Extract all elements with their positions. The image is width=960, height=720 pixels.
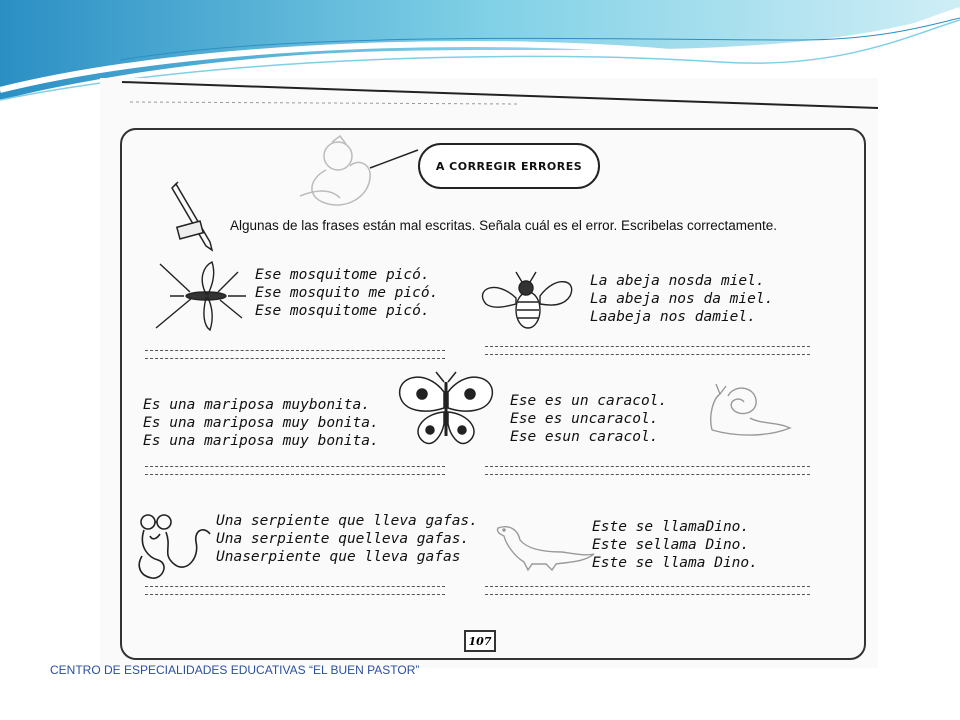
exercise-sentence: Ese mosquitome picó.: [255, 267, 430, 283]
exercise-sentence: La abeja nos da miel.: [590, 291, 774, 307]
exercise-sentence: Ese es uncaracol.: [510, 411, 659, 427]
exercise-sentence: Es una mariposa muy bonita.: [143, 433, 379, 449]
answer-line: [485, 474, 810, 475]
faint-top-line: [130, 102, 520, 104]
exercise-sentence: Ese mosquito me picó.: [255, 285, 439, 301]
exercise-sentence: Laabeja nos damiel.: [590, 309, 756, 325]
exercise-sentence: Unaserpiente que lleva gafas: [216, 549, 461, 565]
exercise-sentence: Es una mariposa muy bonita.: [143, 415, 379, 431]
exercise-sentence: Una serpiente quelleva gafas.: [216, 531, 470, 547]
footer-institution: CENTRO DE ESPECIALIDADES EDUCATIVAS “EL BUEN PASTOR”: [50, 663, 420, 677]
exercise-sentence: Este se llama Dino.: [592, 555, 758, 571]
answer-line: [145, 466, 445, 467]
exercise-sentence: Ese es un caracol.: [510, 393, 668, 409]
exercise-sentence: La abeja nosda miel.: [590, 273, 765, 289]
answer-line: [145, 586, 445, 587]
answer-line: [485, 466, 810, 467]
exercise-sentence: Es una mariposa muybonita.: [143, 397, 370, 413]
header-speech-bubble: [418, 143, 600, 189]
worksheet-scan: [100, 78, 878, 668]
exercise-sentence: Una serpiente que lleva gafas.: [216, 513, 478, 529]
answer-line: [145, 358, 445, 359]
answer-line: [145, 594, 445, 595]
exercise-sentence: Este se llamaDino.: [592, 519, 750, 535]
answer-line: [485, 346, 810, 347]
exercise-sentence: Ese mosquitome picó.: [255, 303, 430, 319]
page-number: 107: [464, 630, 496, 652]
page-top-edge: [122, 82, 878, 108]
answer-line: [145, 474, 445, 475]
answer-line: [485, 586, 810, 587]
worksheet-instructions: Algunas de las frases están mal escritas. Señala cuál es el error. Escribelas correctamente.: [230, 218, 778, 233]
worksheet-frame: [120, 128, 866, 660]
answer-line: [485, 354, 810, 355]
answer-line: [485, 594, 810, 595]
exercise-sentence: Ese esun caracol.: [510, 429, 659, 445]
answer-line: [145, 350, 445, 351]
exercise-sentence: Este sellama Dino.: [592, 537, 750, 553]
worksheet-title: A CORREGIR ERRORES: [435, 159, 583, 173]
